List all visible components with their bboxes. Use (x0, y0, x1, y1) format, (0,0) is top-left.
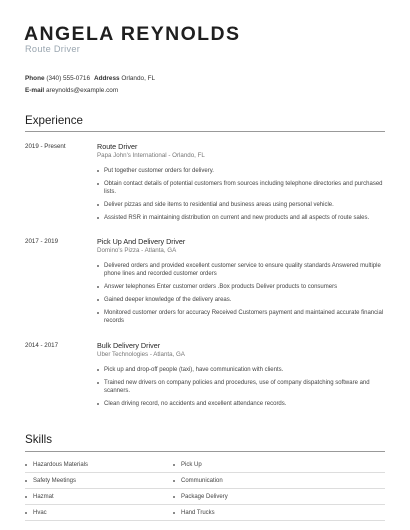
skill-item: Hvac (25, 509, 190, 525)
job-bullet: Obtain contact details of potential customers from sources including telephone directories and purchased lists. (97, 180, 387, 196)
job-bullet: Gained deeper knowledge of the delivery areas. (97, 296, 387, 304)
skills-column-right (173, 461, 385, 525)
job-bullet: Deliver pizzas and side items to residential and business areas using personal vehicle. (97, 201, 387, 209)
job-bullet: Clean driving record, no accidents and excellent attendance records. (97, 400, 387, 408)
skill-row-divider (25, 520, 385, 521)
contact-address (94, 74, 155, 83)
job-bullet: Monitored customer orders for accuracy Received Customers payment and maintained accurate financial records (97, 309, 387, 325)
job-dates: 2017 - 2019 (25, 238, 59, 245)
skill-item: Hand Trucks (173, 509, 385, 525)
job-title: Pick Up And Delivery Driver (97, 237, 186, 246)
skill-row-divider (25, 488, 385, 489)
skill-row-divider (25, 472, 385, 473)
job-bullet: Pick up and drop-off people (taxi), have communication with clients. (97, 366, 387, 374)
phone-value: (340) 555-0716 (46, 75, 91, 82)
job-bullets (97, 262, 387, 330)
skill-row-divider (25, 504, 385, 505)
job-title: Bulk Delivery Driver (97, 341, 161, 350)
job-company: Domino's Pizza - Atlanta, GA (97, 247, 177, 254)
contact-email (25, 86, 118, 95)
contact-phone (25, 74, 90, 83)
address-value: Orlando, FL (121, 75, 156, 82)
skill-item: Hazmat (25, 493, 190, 509)
skills-heading: Skills (25, 433, 53, 446)
job-company: Uber Technologies - Atlanta, GA (97, 351, 185, 358)
job-bullet: Assisted RSR in maintaining distribution on current and new products and all aspects of route sales. (97, 214, 387, 222)
job-bullets (97, 167, 387, 227)
job-bullet: Delivered orders and provided excellent customer service to ensure quality standards Answered multiple phone lines and recorded customer orders (97, 262, 387, 278)
address-label: Address (94, 75, 120, 82)
email-value: areynolds@example.com (45, 87, 119, 94)
skill-item: Package Delivery (173, 493, 385, 509)
skill-item: Safety Meetings (25, 477, 190, 493)
job-title: Route Driver (97, 142, 138, 151)
email-label: E-mail (25, 87, 45, 94)
experience-divider (25, 131, 385, 132)
candidate-name: ANGELA REYNOLDS (24, 23, 241, 45)
skills-divider (25, 451, 385, 452)
job-bullets (97, 366, 387, 413)
job-bullet: Answer telephones Enter customer orders .Box products Deliver products to consumers (97, 283, 387, 291)
skills-column-left (25, 461, 190, 525)
skill-item: Hazardous Materials (25, 461, 190, 477)
experience-heading: Experience (25, 114, 84, 127)
phone-label: Phone (25, 75, 45, 82)
job-dates: 2014 - 2017 (25, 342, 59, 349)
job-bullet: Trained new drivers on company policies and procedures, use of company dispatching software and scanners. (97, 379, 387, 395)
job-company: Papa John's International - Orlando, FL (97, 152, 205, 159)
candidate-role: Route Driver (25, 44, 81, 54)
job-bullet: Put together customer orders for delivery. (97, 167, 387, 175)
skill-item: Communication (173, 477, 385, 493)
job-dates: 2019 - Present (25, 143, 66, 150)
skill-item: Pick Up (173, 461, 385, 477)
